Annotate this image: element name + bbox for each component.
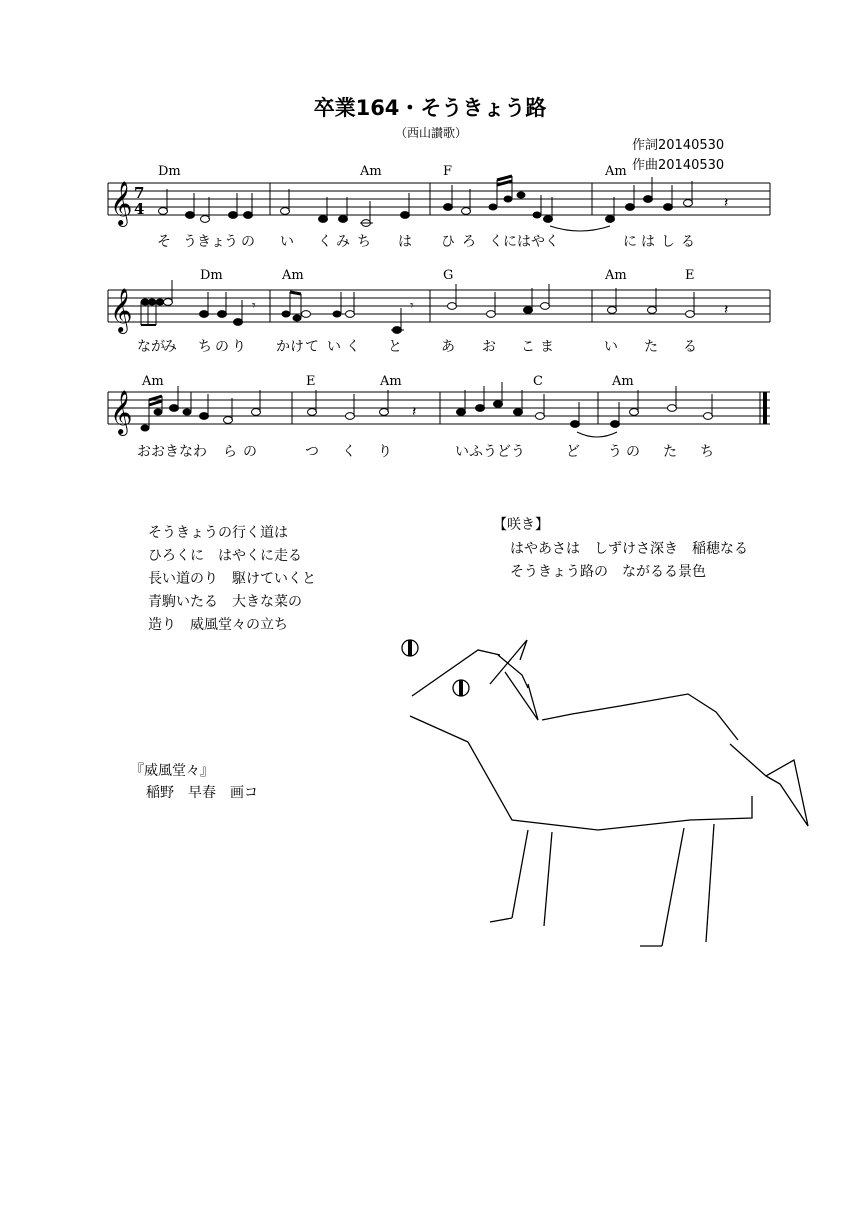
lyric-syllable: ら: [223, 444, 237, 460]
chord-symbol: F: [443, 164, 453, 179]
note-heading: 【咲き】: [493, 517, 549, 533]
lyric-syllable: て: [305, 339, 319, 355]
page-title: 卒業164・そうきょう路: [313, 96, 547, 120]
caption-title: 『威風堂々』: [130, 763, 214, 779]
svg-text:𝄾: 𝄾: [252, 298, 256, 314]
note-text: [510, 538, 748, 584]
lyric-syllable: の: [241, 234, 255, 250]
lyric-syllable: おおきなわ: [137, 444, 207, 460]
chord-symbol: Am: [605, 268, 627, 283]
notes-system-3: [141, 382, 713, 437]
lyric-syllable: ち: [198, 339, 212, 355]
verse-line: ひろくに はやくに走る: [148, 548, 302, 564]
time-signature-top: 7: [134, 184, 145, 202]
lyric-syllable: と: [388, 339, 402, 355]
chord-symbol: Am: [360, 164, 382, 179]
lyric-syllable: い: [604, 339, 618, 355]
lyric-syllable: り: [232, 339, 246, 355]
lyric-syllable: た: [644, 339, 658, 355]
lyric-syllable: ち: [700, 444, 714, 460]
verse-line: 長い道のり 駆けていくと: [148, 571, 316, 587]
lyric-syllable: ま: [540, 339, 554, 355]
lyric-syllable: う: [224, 234, 238, 250]
chord-symbol: G: [443, 268, 454, 283]
svg-text:𝄽: 𝄽: [724, 302, 729, 318]
lyric-syllable: いふうどう: [455, 444, 525, 460]
svg-text:𝄾: 𝄾: [410, 298, 414, 314]
svg-text:𝄽: 𝄽: [412, 404, 417, 420]
music-date: 作曲20140530: [632, 158, 725, 173]
lyrics-date: 作詞20140530: [632, 138, 725, 153]
notes-system-1: [159, 176, 729, 231]
lyric-syllable: つ: [305, 444, 319, 460]
lyric-syllable: かけ: [276, 339, 304, 355]
lyric-syllable: み: [163, 339, 177, 355]
lyric-syllable: し: [661, 234, 675, 250]
lyric-syllable: い: [280, 234, 294, 250]
lyric-syllable: お: [482, 339, 496, 355]
lyric-syllable: の: [215, 339, 229, 355]
lyric-syllable: は: [641, 234, 655, 250]
lyric-syllable: ろ: [462, 234, 476, 250]
chord-symbol: C: [533, 374, 543, 389]
verse-line: 造り 威風堂々の立ち: [148, 617, 288, 633]
lyric-syllable: に: [623, 234, 637, 250]
lyric-syllable: くにはやく: [489, 234, 559, 250]
chord-symbol: Am: [380, 374, 402, 389]
verse-line: 青駒いたる 大きな菜の: [148, 594, 302, 610]
lyric-syllable: く: [346, 339, 360, 355]
treble-clef-icon: 𝄞: [110, 181, 133, 225]
lyric-syllable: ち: [357, 234, 371, 250]
caption-artist: 稲野 早春 画コ: [146, 785, 258, 801]
lyric-syllable: は: [398, 234, 412, 250]
note-line: そうきょう路の ながるる景色: [510, 564, 706, 580]
notes-system-2: [141, 280, 728, 333]
lyric-syllable: なが: [137, 339, 165, 355]
verse-line: そうきょうの行く道は: [148, 525, 288, 541]
lyric-syllable: た: [663, 444, 677, 460]
chord-symbol: Am: [142, 374, 164, 389]
chord-symbol: Am: [282, 268, 304, 283]
chord-symbol: Am: [605, 164, 627, 179]
time-signature-bottom: 4: [134, 200, 145, 218]
lyric-syllable: ど: [566, 444, 580, 460]
treble-clef-icon: 𝄞: [110, 390, 133, 434]
lyric-syllable: ひ: [441, 234, 455, 250]
chord-symbol: E: [306, 374, 316, 389]
chord-symbol: Am: [612, 374, 634, 389]
horse-drawing: [0, 600, 860, 960]
subtitle: （西山讃歌）: [395, 126, 468, 140]
lyric-syllable: の: [243, 444, 257, 460]
chord-symbol: Dm: [158, 164, 181, 179]
lyric-syllable: く: [342, 444, 356, 460]
lyric-syllable: こ: [521, 339, 535, 355]
lyric-syllable: う: [608, 444, 622, 460]
lyric-syllable: あ: [441, 339, 455, 355]
note-line: はやあさは しずけさ深き 稲穂なる: [510, 541, 748, 557]
chord-symbol: E: [685, 268, 695, 283]
svg-text:𝄽: 𝄽: [724, 195, 729, 211]
lyric-syllable: る: [681, 234, 695, 250]
lyric-syllable: うきょ: [183, 234, 225, 250]
lyric-syllable: る: [683, 339, 697, 355]
treble-clef-icon: 𝄞: [110, 288, 133, 332]
chord-symbol: Dm: [200, 268, 223, 283]
staff-system-2: [108, 290, 770, 322]
lyric-syllable: の: [626, 444, 640, 460]
sheet-music: [0, 0, 860, 480]
lyric-syllable: く: [318, 234, 332, 250]
lyric-syllable: り: [378, 444, 392, 460]
lyric-syllable: み: [336, 234, 350, 250]
lyric-syllable: そ: [157, 234, 171, 250]
lyric-syllable: い: [327, 339, 341, 355]
